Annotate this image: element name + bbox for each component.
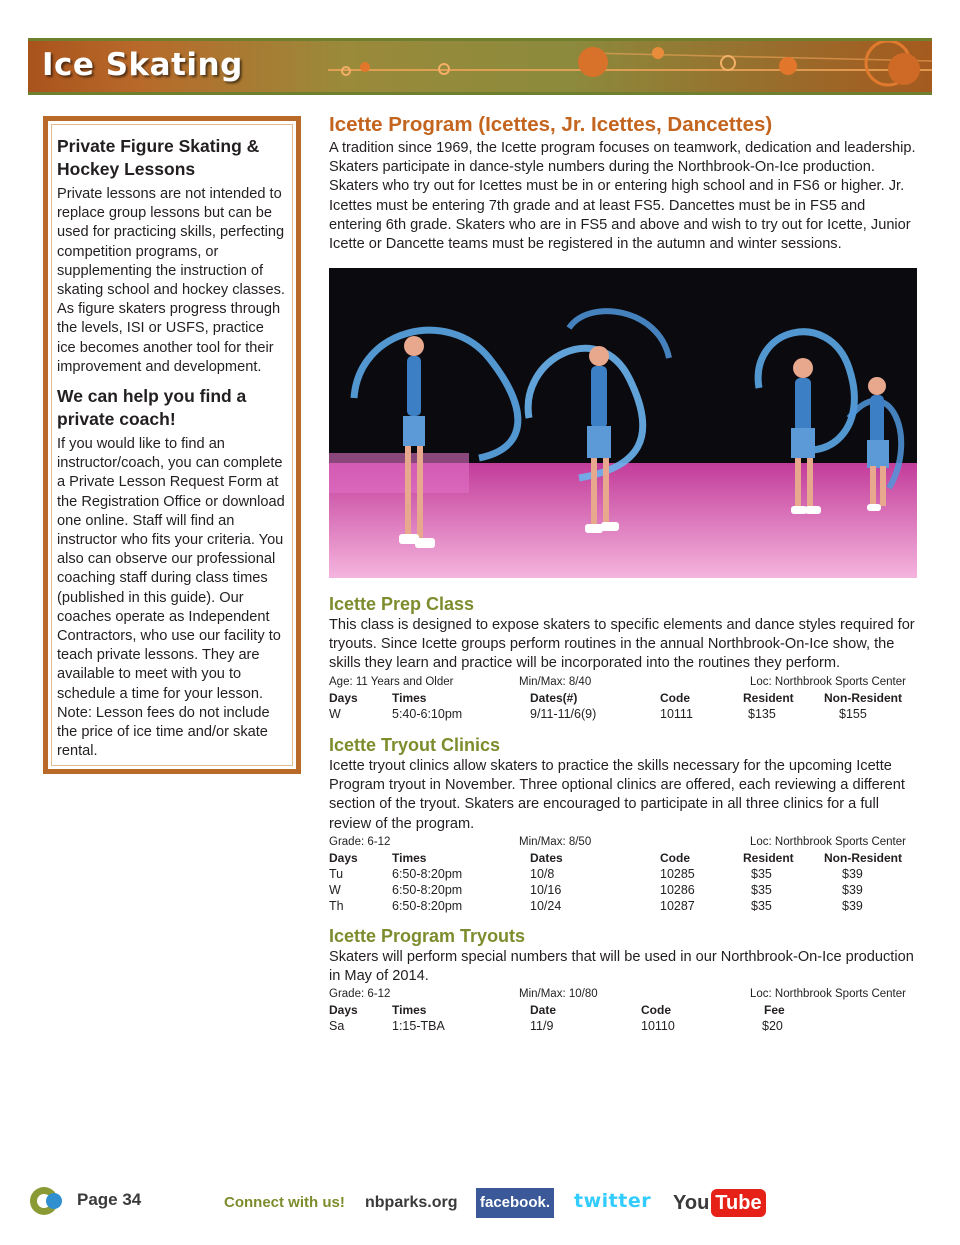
page-footer: [0, 1180, 960, 1230]
col-nonresident: Non-Resident: [824, 850, 902, 865]
table-row: [329, 866, 921, 882]
icette-skaters-photo: [329, 268, 917, 578]
tryout-clinics-description: Icette tryout clinics allow skaters to practice the skills necessary for the upcoming Icette Program tryout in November. Three optional clinics are offered, each reviewing a different section of the tryout. Skaters are encouraged to participate in all three clinics for a full review of the program.: [329, 758, 905, 832]
table-header: [329, 850, 921, 866]
find-coach-text: If you would like to find an instructor/coach, you can complete a Private Lesson Request Form at the Registration Office or download one online. Staff will find an instructor who fits your criteria. You also can observe our professional coaching staff during class times (published in this guide). Our coaches operate as Independent Contractors, who use our facility to teach private lessons. They are available to meet with you to schedule a time for your lesson. Note: Lesson fees do not include the price of ice time and/or skate rental.: [57, 436, 285, 760]
park-district-logo-icon: [28, 1184, 68, 1218]
cell-day: Tu: [329, 866, 344, 881]
program-tryouts-meta: [329, 986, 921, 1002]
col-fee: Fee: [764, 1003, 785, 1018]
table-header: [329, 690, 921, 706]
cell-time: 6:50-8:20pm: [392, 866, 463, 881]
cell-code: 10111: [660, 706, 693, 721]
prep-class-minmax: Min/Max: 8/40: [519, 675, 592, 688]
prep-class-title: Icette Prep Class: [329, 594, 475, 614]
youtube-tube-text: Tube: [711, 1189, 765, 1217]
cell-resident: $35: [751, 898, 772, 913]
program-tryouts-location: Loc: Northbrook Sports Center: [750, 988, 906, 1001]
icette-program-section: [329, 112, 921, 254]
cell-nonresident: $39: [842, 898, 863, 913]
cell-date: 11/9: [530, 1019, 554, 1034]
prep-class-meta: [329, 674, 921, 690]
col-days: Days: [329, 850, 358, 865]
tryout-clinics-location: Loc: Northbrook Sports Center: [750, 835, 906, 848]
program-tryouts-title: Icette Program Tryouts: [329, 926, 526, 946]
twitter-link[interactable]: twitter: [574, 1190, 652, 1212]
cell-code: 10285: [660, 866, 695, 881]
connect-label: Connect with us!: [224, 1194, 345, 1211]
tryout-clinics-section: [329, 734, 921, 914]
cell-fee: $20: [762, 1019, 783, 1034]
program-tryouts-description: Skaters will perform special numbers that will be used in our Northbrook-On-Ice production in May of 2014.: [329, 949, 914, 985]
col-code: Code: [641, 1003, 671, 1018]
prep-class-description: This class is designed to expose skaters to specific elements and dance styles required for tryouts. Since Icette groups perform routines in the annual Northbrook-On-Ice show, the skills they learn and practice will be incorporated into the routines they perform.: [329, 617, 915, 672]
private-lessons-box: [43, 116, 301, 774]
col-days: Days: [329, 1003, 358, 1018]
cell-dates: 10/8: [530, 866, 555, 881]
private-lessons-heading: Private Figure Skating & Hockey Lessons: [57, 136, 260, 179]
col-times: Times: [392, 850, 427, 865]
cell-day: Th: [329, 898, 344, 913]
cell-day: Sa: [329, 1019, 345, 1034]
page-number: Page 34: [77, 1190, 142, 1209]
cell-nonresident: $39: [842, 882, 863, 897]
prep-class-age: Age: 11 Years and Older: [329, 675, 454, 688]
table-row: [329, 898, 921, 914]
table-row: [329, 706, 921, 722]
tryout-clinics-meta: [329, 834, 921, 850]
table-header: [329, 1002, 921, 1018]
cell-resident: $135: [748, 706, 776, 721]
youtube-you-text: You: [673, 1192, 710, 1214]
cell-resident: $35: [751, 866, 772, 881]
cell-time: 6:50-8:20pm: [392, 898, 463, 913]
page-title: Ice Skating: [42, 47, 243, 83]
program-tryouts-grade: Grade: 6-12: [329, 988, 391, 1001]
icette-program-description: A tradition since 1969, the Icette program focuses on teamwork, dedication and leadership. Skaters participate in dance-style numbers during the Northbrook-On-Ice production. Skaters who try out for Icettes must be in or entering high school and in FS6 or higher. Jr. Icettes must be entering 7th grade and at least FS5. Dancettes must be in FS5 and entering 6th grade. Skaters who are in FS5 and above and wish to try out for Icette, Junior Icette or Dancette teams must be registered in the autumn and winter sessions.: [329, 140, 916, 253]
tryout-clinics-minmax: Min/Max: 8/50: [519, 835, 592, 848]
private-lessons-text: Private lessons are not intended to replace group lessons but can be used for practicing skills, perfecting competition programs, or supplementing the instruction of skating school and hockey classes. As figure skaters progress through the levels, ISI or USFS, practice ice becomes another tool for their improvement and development.: [57, 186, 285, 375]
col-resident: Resident: [743, 850, 794, 865]
col-dates: Dates: [530, 850, 563, 865]
col-days: Days: [329, 690, 358, 705]
cell-code: 10286: [660, 882, 695, 897]
prep-class-section: [329, 593, 921, 722]
cell-nonresident: $39: [842, 866, 863, 881]
cell-resident: $35: [751, 882, 772, 897]
table-row: [329, 1018, 921, 1034]
cell-code: 10110: [641, 1019, 675, 1034]
nbparks-link[interactable]: nbparks.org: [365, 1194, 458, 1211]
cell-day: W: [329, 706, 341, 721]
cell-code: 10287: [660, 898, 695, 913]
program-tryouts-section: [329, 925, 921, 1034]
cell-dates: 9/11-11/6(9): [530, 706, 597, 721]
find-coach-heading: We can help you find a private coach!: [57, 386, 247, 430]
prep-class-location: Loc: Northbrook Sports Center: [750, 675, 906, 688]
tryout-clinics-grade: Grade: 6-12: [329, 835, 391, 848]
col-times: Times: [392, 1003, 427, 1018]
cell-dates: 10/24: [530, 898, 562, 913]
col-nonresident: Non-Resident: [824, 690, 902, 705]
cell-time: 1:15-TBA: [392, 1019, 445, 1034]
cell-dates: 10/16: [530, 882, 562, 897]
cell-time: 5:40-6:10pm: [392, 706, 463, 721]
program-tryouts-minmax: Min/Max: 10/80: [519, 988, 598, 1001]
col-resident: Resident: [743, 690, 794, 705]
tryout-clinics-title: Icette Tryout Clinics: [329, 735, 501, 755]
col-code: Code: [660, 850, 690, 865]
cell-nonresident: $155: [839, 706, 867, 721]
youtube-link[interactable]: [673, 1187, 766, 1219]
col-dates: Dates(#): [530, 690, 578, 705]
header-banner: [28, 38, 932, 95]
col-times: Times: [392, 690, 427, 705]
col-code: Code: [660, 690, 690, 705]
facebook-link[interactable]: facebook.: [476, 1188, 554, 1218]
icette-program-title: Icette Program (Icettes, Jr. Icettes, Dancettes): [329, 113, 773, 136]
cell-day: W: [329, 882, 341, 897]
cell-time: 6:50-8:20pm: [392, 882, 463, 897]
col-date: Date: [530, 1003, 557, 1018]
table-row: [329, 882, 921, 898]
